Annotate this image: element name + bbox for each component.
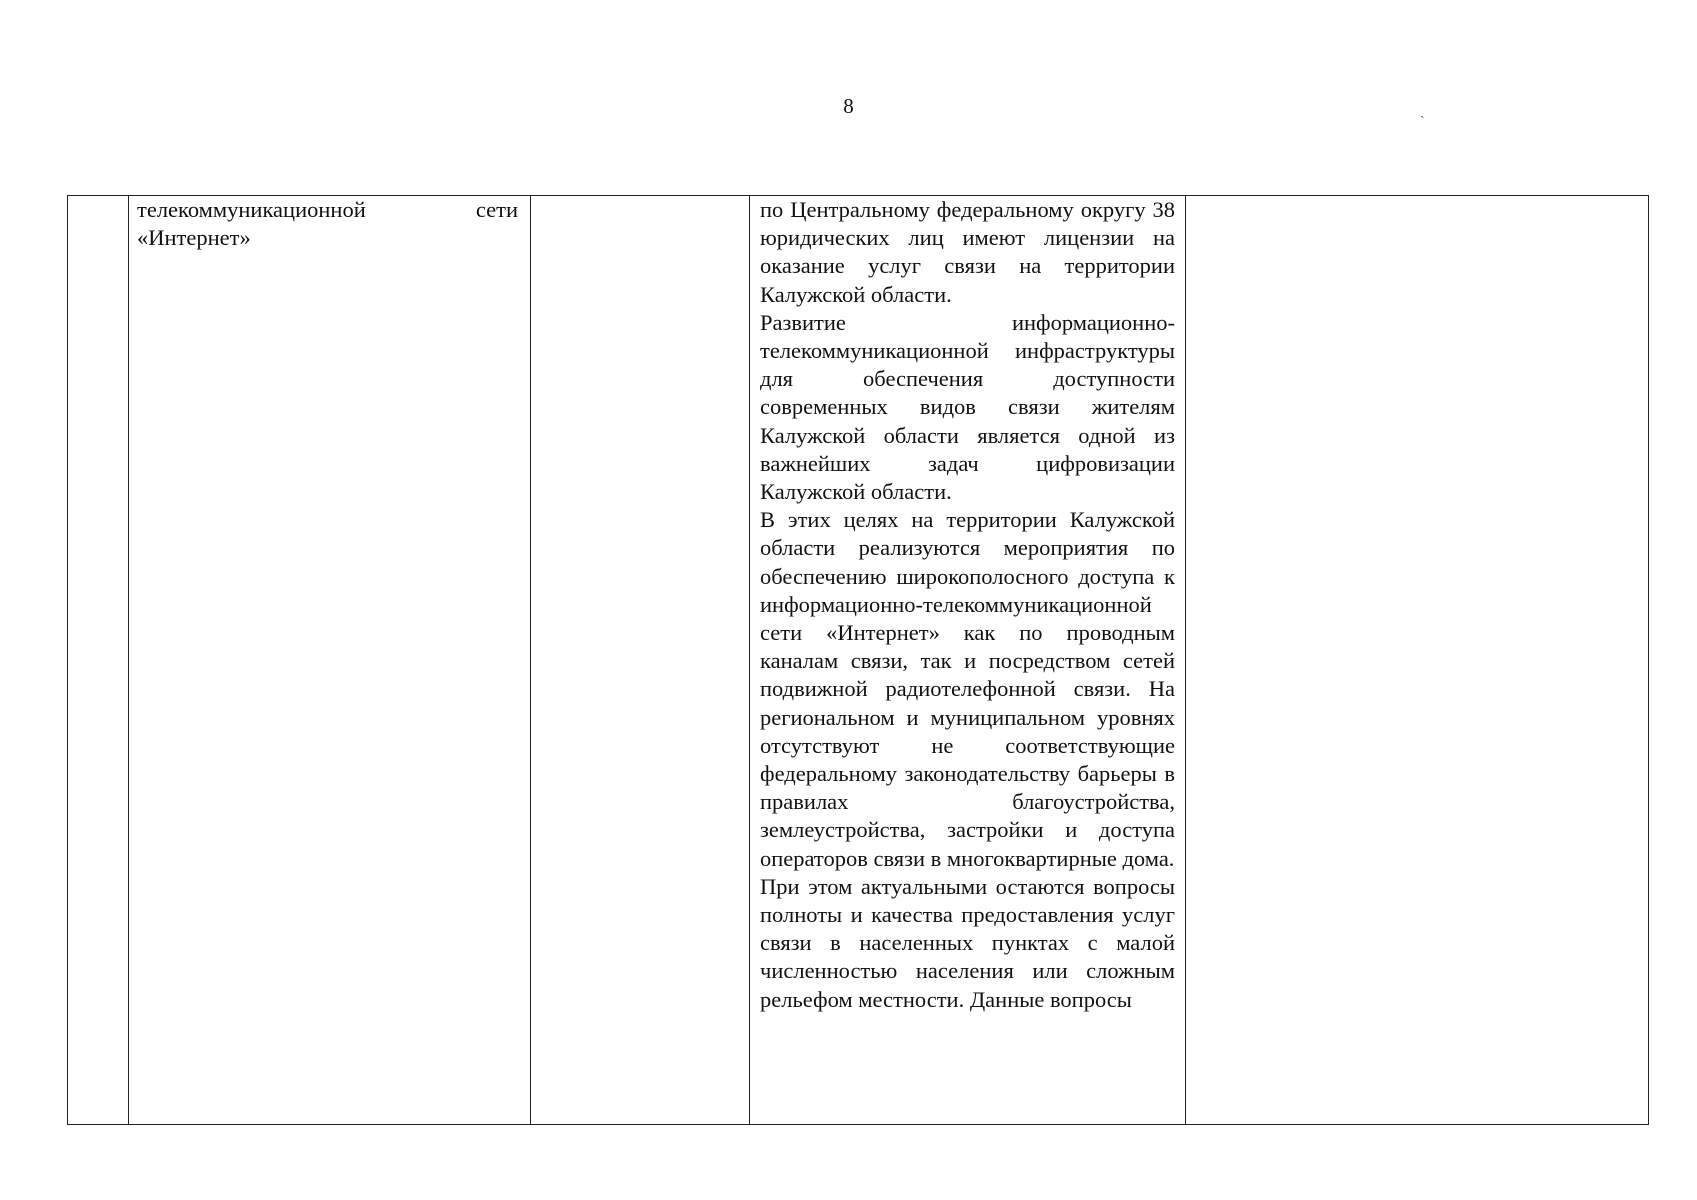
description-paragraph-2: Развитие информационно-телекоммуникационной инфраструктуры для обеспечения доступности современных видов связи жителям Калужской области является одной из важнейших задач цифровизации Калужской области. [760,309,1175,505]
name-word-1: телекоммуникационной [137,197,366,222]
cell-number [68,196,129,1125]
cell-description [750,196,1186,1125]
document-table [67,195,1649,1125]
cell-name [129,196,531,1125]
name-word-2: сети [475,197,518,222]
description-paragraph-4: При этом актуальными остаются вопросы полноты и качества предоставления услуг связи в населенных пунктах с малой численностью населения или сложным рельефом местности. Данные вопросы [760,873,1175,1012]
cell-empty-mid [531,196,750,1125]
scan-speck: ˏ [1420,104,1425,119]
page-number: 8 [843,94,854,118]
description-paragraph-3: В этих целях на территории Калужской области реализуются мероприятия по обеспечению широкополосного доступа к информационно-телекоммуникационной сети «Интернет» как по проводным каналам связи, так и посредством сетей подвижной радиотелефонной связи. На региональном и муниципальном уровнях отсутствуют не соответствующие федеральному законодательству барьеры в правилах благоустройства, землеустройства, застройки и доступа операторов связи в многоквартирные дома. [760,507,1175,871]
description-paragraph-1: по Центральному федеральному округу 38 юридических лиц имеют лицензии на оказание услуг связи на территории Калужской области. [760,197,1175,307]
name-line-1 [137,196,518,224]
table-row [68,196,1649,1125]
name-line-2: «Интернет» [137,225,251,251]
cell-empty-last [1186,196,1649,1125]
